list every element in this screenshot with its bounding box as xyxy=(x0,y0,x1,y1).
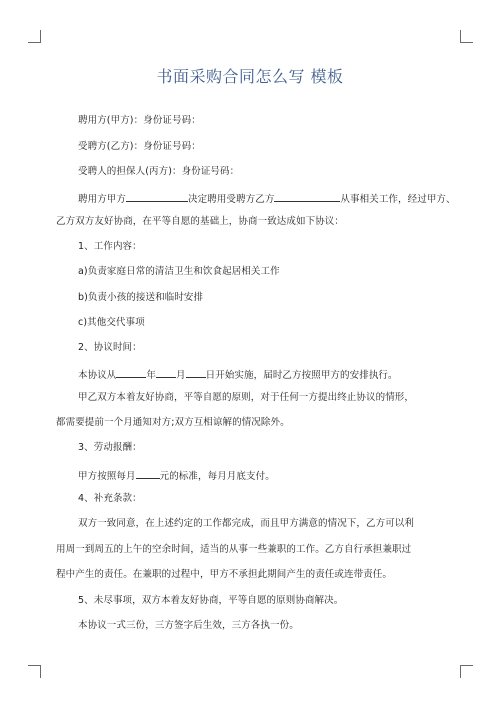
section-4-heading: 4、补充条款： xyxy=(78,493,142,504)
section-4-line-3: 程中产生的责任。在兼职的过程中，甲方不承担此期间产生的责任或连带责任。 xyxy=(56,569,393,580)
section-3-paragraph xyxy=(78,467,275,484)
blank-year xyxy=(116,366,146,378)
crop-mark-top-left xyxy=(28,30,41,43)
blank-party-b-name xyxy=(274,190,340,202)
blank-day xyxy=(186,366,206,378)
section-2-paragraph-2-line-2: 都需要提前一个月通知对方;双方互相谅解的情况除外。 xyxy=(56,417,290,428)
blank-monthly-amount xyxy=(136,467,160,479)
section-4-line-2: 用周一到周五的上午的空余时间，适当的从事一些兼职的工作。乙方自行承担兼职过 xyxy=(56,544,412,555)
intro-text-c: 从事相关工作，经过甲方、 xyxy=(340,194,456,205)
guarantor-line: 受聘人的担保人(丙方)：身份证号码： xyxy=(78,166,240,177)
section-1-item-c: c)其他交代事项 xyxy=(78,317,145,328)
party-b-line: 受聘方(乙方)：身份证号码： xyxy=(78,141,201,152)
crop-mark-bottom-right xyxy=(460,665,473,678)
section-1-item-a: a)负责家庭日常的清洁卫生和饮食起居相关工作 xyxy=(78,266,280,277)
intro-line-1 xyxy=(78,190,456,207)
section-4-line-1: 双方一致同意，在上述约定的工作都完成，而且甲方满意的情况下，乙方可以利 xyxy=(78,518,415,529)
section-5: 5、未尽事项，双方本着友好协商，平等自愿的原则协商解决。 xyxy=(78,595,344,606)
section-1-item-b: b)负责小孩的接送和临时安排 xyxy=(78,292,204,303)
blank-party-a-name xyxy=(126,190,188,202)
section-2-paragraph-2-line-1: 甲乙双方本着友好协商，平等自愿的原则，对于任何一方提出终止协议的情形， xyxy=(78,392,415,403)
crop-mark-top-right xyxy=(460,30,473,43)
closing-line: 本协议一式三份，三方签字后生效，三方各执一份。 xyxy=(78,620,299,631)
s2-text-d: 日开始实施，届时乙方按照甲方的安排执行。 xyxy=(205,370,398,381)
intro-text-a: 聘用方甲方 xyxy=(78,194,127,205)
blank-month xyxy=(156,366,176,378)
document-title: 书面采购合同怎么写 模板 xyxy=(156,67,344,86)
crop-mark-bottom-left xyxy=(28,665,41,678)
section-2-paragraph-1 xyxy=(78,366,398,383)
s2-text-c: 月 xyxy=(176,370,186,381)
s3-text-b: 元的标准，每月月底支付。 xyxy=(159,471,275,482)
section-3-heading: 3、劳动报酬： xyxy=(78,442,142,453)
s2-text-b: 年 xyxy=(146,370,157,381)
section-1-heading: 1、工作内容： xyxy=(78,241,142,252)
intro-text-b: 决定聘用受聘方乙方 xyxy=(188,194,275,205)
section-2-heading: 2、协议时间： xyxy=(78,342,142,353)
intro-line-2: 乙方双方友好协商，在平等自愿的基础上，协商一致达成如下协议： xyxy=(56,216,345,227)
party-a-line: 聘用方(甲方)：身份证号码： xyxy=(78,115,201,126)
s2-text-a: 本协议从 xyxy=(78,370,117,381)
s3-text-a: 甲方按照每月 xyxy=(78,471,136,482)
